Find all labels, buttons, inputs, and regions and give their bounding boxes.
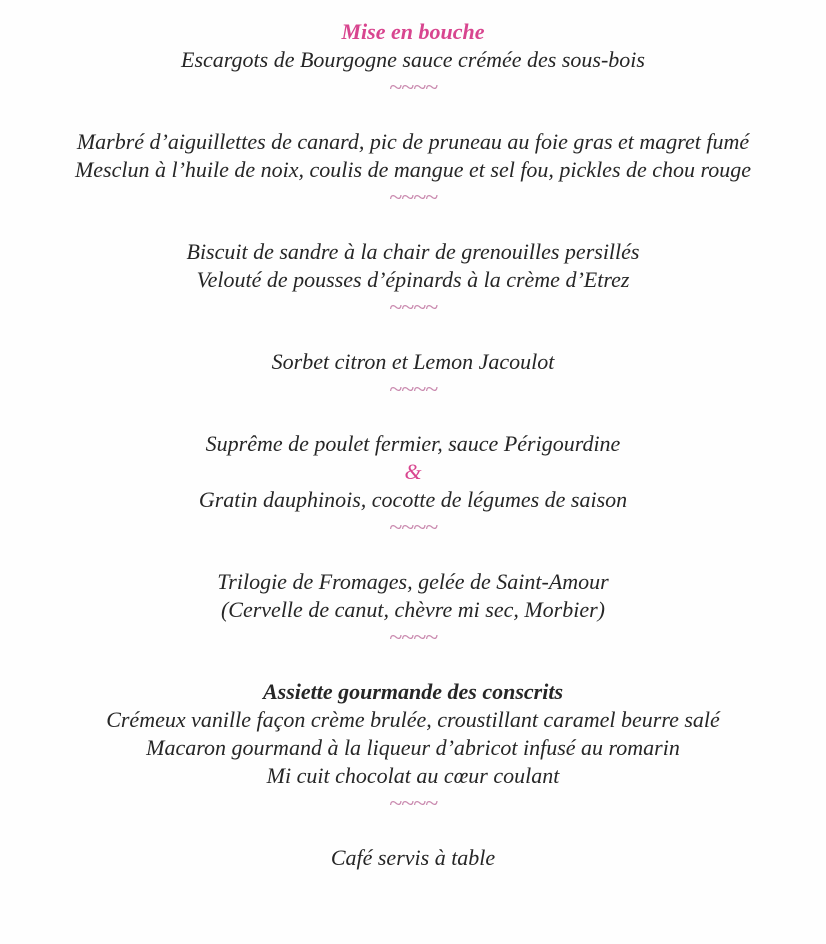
menu-item-line: Velouté de pousses d’épinards à la crème d’Etrez	[196, 267, 630, 292]
menu-section-poisson	[0, 238, 826, 322]
separator-squiggle: ~~~~	[389, 295, 437, 321]
separator-squiggle: ~~~~	[389, 185, 437, 211]
separator-squiggle: ~~~~	[389, 625, 437, 651]
menu-item-line: (Cervelle de canut, chèvre mi sec, Morbier)	[220, 597, 606, 622]
menu-item-line: Gratin dauphinois, cocotte de légumes de saison	[198, 487, 628, 512]
menu-section-fromages	[0, 568, 826, 652]
menu-section-cafe	[0, 844, 826, 872]
menu-item-line: Biscuit de sandre à la chair de grenouilles persillés	[186, 239, 640, 264]
menu-section-plat	[0, 430, 826, 542]
menu-section-entree	[0, 128, 826, 212]
dessert-heading: Assiette gourmande des conscrits	[262, 679, 564, 704]
separator-squiggle: ~~~~	[389, 75, 437, 101]
menu-item-line: Mesclun à l’huile de noix, coulis de mangue et sel fou, pickles de chou rouge	[74, 157, 752, 182]
menu-item-line: Macaron gourmand à la liqueur d’abricot infusé au romarin	[146, 735, 680, 760]
menu-item-line: Café servis à table	[330, 845, 496, 870]
menu-section-desserts	[0, 678, 826, 818]
menu-item-line: Sorbet citron et Lemon Jacoulot	[271, 349, 555, 374]
menu-section-sorbet	[0, 348, 826, 404]
ampersand-accent: &	[404, 459, 422, 484]
menu-section-mise-en-bouche	[0, 18, 826, 102]
separator-squiggle: ~~~~	[389, 377, 437, 403]
menu-item-line: Marbré d’aiguillettes de canard, pic de pruneau au foie gras et magret fumé	[76, 129, 750, 154]
course-heading: Mise en bouche	[341, 19, 485, 44]
menu-item-line: Mi cuit chocolat au cœur coulant	[266, 763, 560, 788]
menu-item-line: Suprême de poulet fermier, sauce Périgourdine	[205, 431, 621, 456]
menu-item-line: Trilogie de Fromages, gelée de Saint-Amour	[217, 569, 609, 594]
separator-squiggle: ~~~~	[389, 791, 437, 817]
menu-item-line: Crémeux vanille façon crème brulée, croustillant caramel beurre salé	[106, 707, 720, 732]
separator-squiggle: ~~~~	[389, 515, 437, 541]
menu-item-line: Escargots de Bourgogne sauce crémée des sous-bois	[181, 47, 645, 72]
